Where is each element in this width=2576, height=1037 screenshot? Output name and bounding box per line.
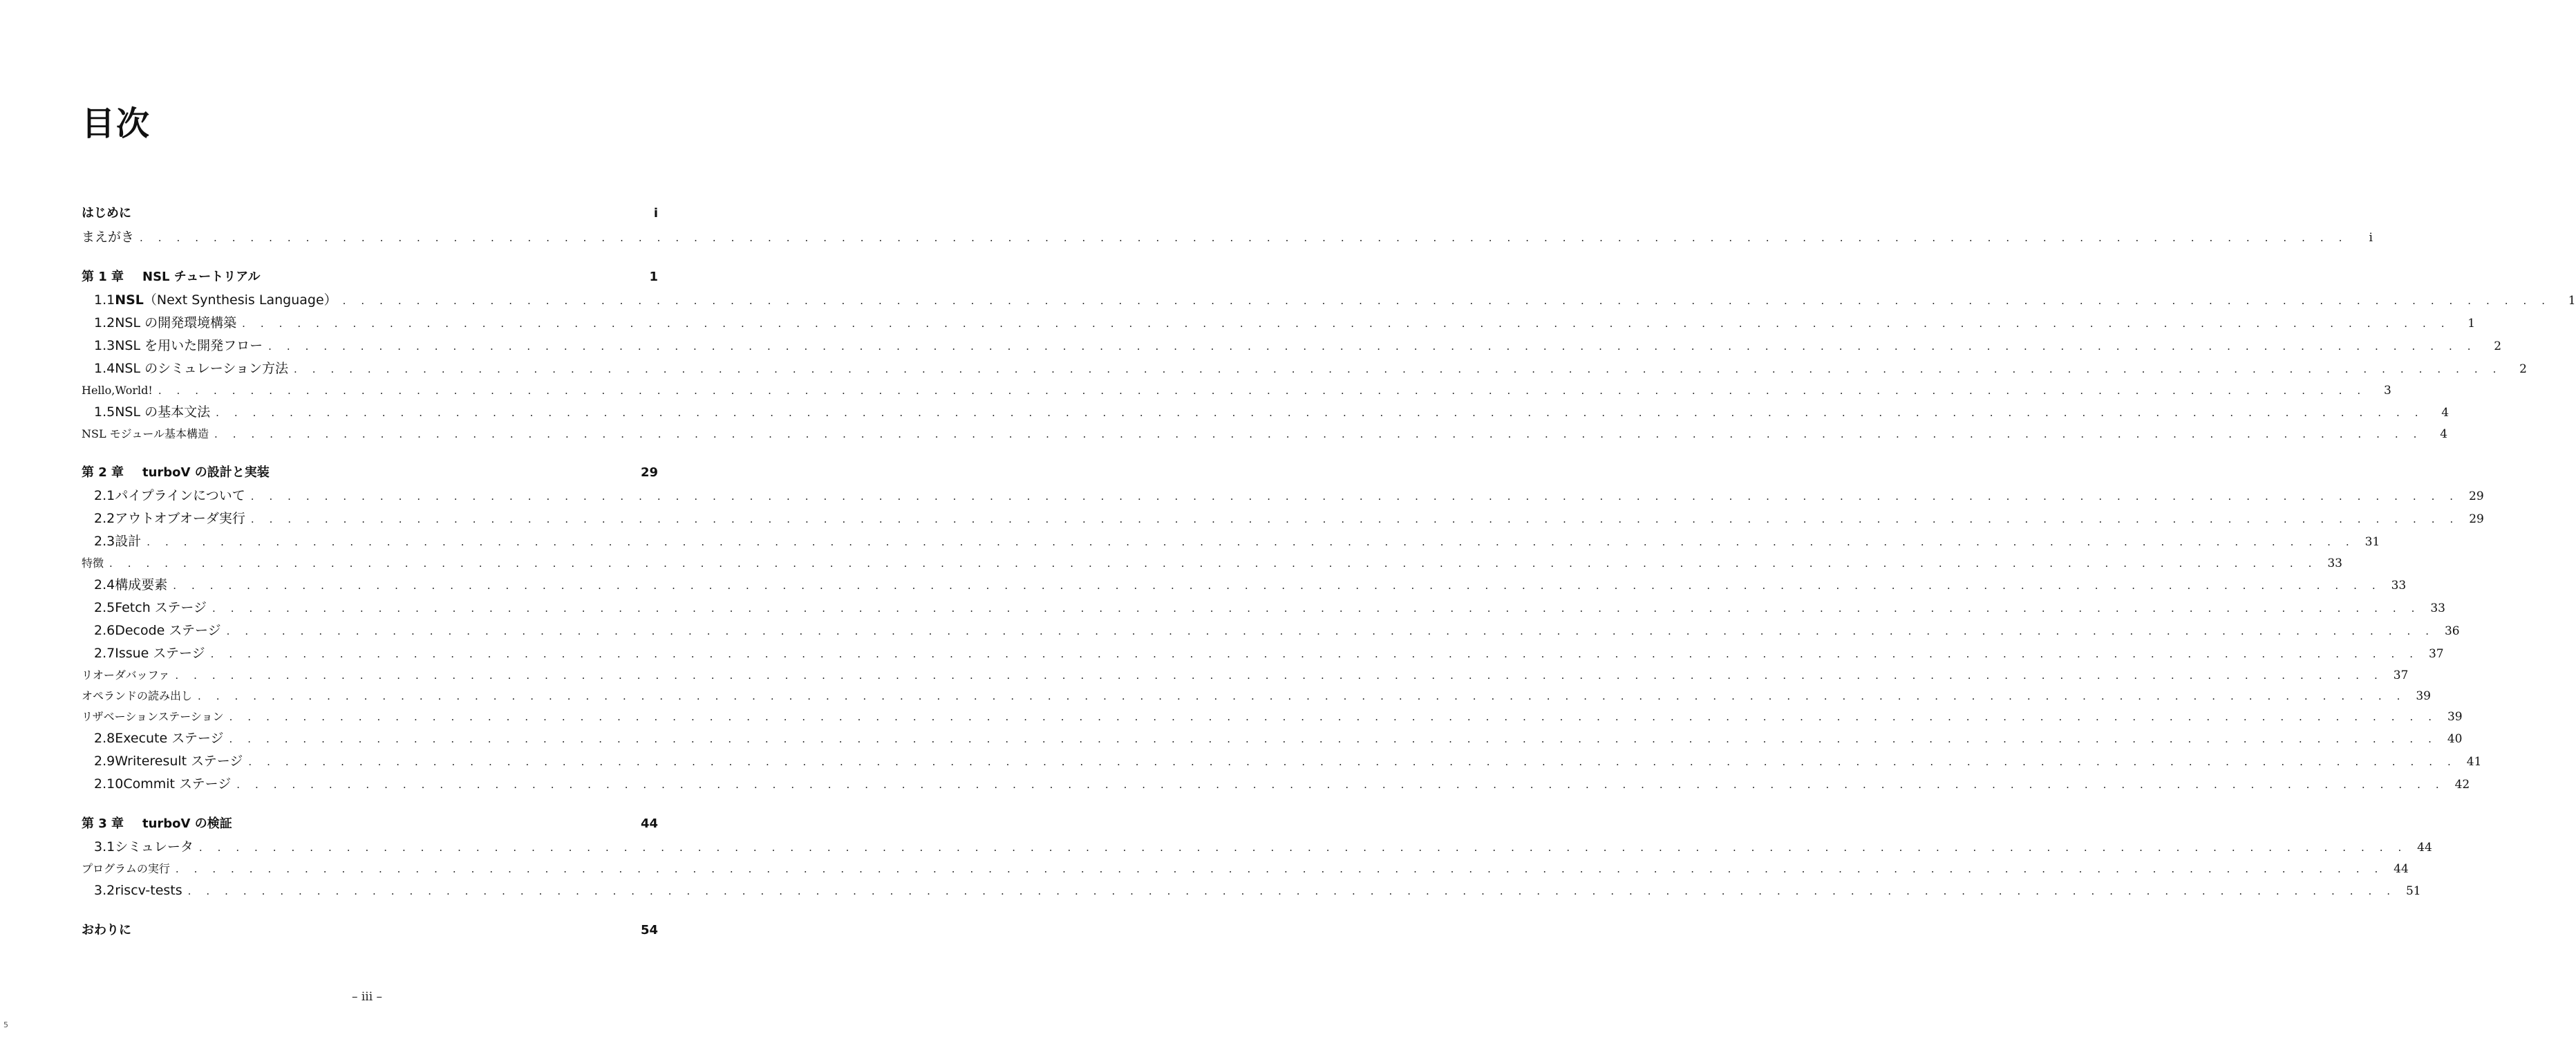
dot-leader: . . . . . . . . . . . . . . . . . . . . . . . . . . . . . . . . . . . . . . . . . . . . . . . . . . . . . . . . . . . . . . . . . . . . . . . . . . . . . . . . . . . . . . . . . . . . . . . . . . . . . . . . . . . . . . . . . . . . . . . . (210, 648, 2419, 660)
toc-page-number: 29 (640, 465, 658, 480)
section-title-text: 構成要素 (115, 577, 168, 592)
section-title-text: Writeresult ステージ (115, 754, 243, 769)
toc-chapter (82, 265, 2576, 445)
section-title-text: （Next Synthesis Language） (143, 292, 337, 308)
section-title (115, 530, 141, 553)
toc-section-row[interactable] (82, 750, 2482, 773)
toc-heading-title: おわりに (82, 923, 131, 937)
toc-section-row[interactable] (82, 642, 2444, 665)
toc-heading-title: はじめに (82, 206, 131, 221)
section-title-text: Decode ステージ (115, 623, 221, 638)
dot-leader: . . . . . . . . . . . . . . . . . . . . . . . . . . . . . . . . . . . . . . . . . . . . . . . . . . . . . . . . . . . . . . . . . . . . . . . . . . . . . . . . . . . . . . . . . . . . . . . . . . . . . . . . . . . . . . . . . . . . . . . . (198, 841, 2407, 854)
dot-leader: . . . . . . . . . . . . . . . . . . . . . . . . . . . . . . . . . . . . . . . . . . . . . . . . . . . . . . . . . . . . . . . . . . . . . . . . . . . . . . . . . . . . . . . . . . . . . . . . . . . . . . . . . . . . . . . . . . . . . . . . (175, 669, 2384, 682)
section-title (115, 836, 194, 859)
toc-page-number: 29 (2469, 489, 2484, 503)
toc-page-number: 44 (2417, 841, 2432, 854)
toc-section-row[interactable] (82, 773, 2470, 796)
toc-page-number: 40 (2447, 732, 2463, 746)
chapter-number: 第 1 章 (82, 270, 124, 284)
toc-page-number: 36 (2444, 624, 2460, 638)
toc-section-row[interactable] (82, 401, 2450, 424)
toc-page-number: 4 (2441, 406, 2450, 420)
dot-leader: . . . . . . . . . . . . . . . . . . . . . . . . . . . . . . . . . . . . . . . . . . . . . . . . . . . . . . . . . . . . . . . . . . . . . . . . . . . . . . . . . . . . . . . . . . . . . . . . . . . . . . . . . . . . . . . . . . . . . . . . (198, 690, 2406, 702)
dot-leader: . . . . . . . . . . . . . . . . . . . . . . . . . . . . . . . . . . . . . . . . . . . . . . . . . . . . . . . . . . . . . . . . . . . . . . . . . . . . . . . . . . . . . . . . . . . . . . . . . . . . . . . . . . . . . . . . . . . . . . . . (187, 885, 2396, 897)
section-title (115, 335, 263, 357)
toc-front-matter (82, 202, 2373, 249)
section-title-text: シミュレータ (115, 839, 194, 854)
section-title-text: NSL を用いた開発フロー (115, 338, 263, 353)
dot-leader: . . . . . . . . . . . . . . . . . . . . . . . . . . . . . . . . . . . . . . . . . . . . . . . . . . . . . . . . . . . . . . . . . . . . . . . . . . . . . . . . . . . . . . . . . . . . . . . . . . . . . . . . . . . . . . . . . . . . . . . . (268, 340, 2477, 353)
toc-page-number: 33 (2391, 579, 2407, 592)
toc-page-number: 3 (2383, 384, 2391, 398)
section-title-text: riscv-tests (115, 883, 182, 898)
section-title-text: NSL の開発環境構築 (115, 315, 237, 330)
dot-leader: . . . . . . . . . . . . . . . . . . . . . . . . . . . . . . . . . . . . . . . . . . . . . . . . . . . . . . . . . . . . . . . . . . . . . . . . . . . . . . . . . . . . . . . . . . . . . . . . . . . . . . . . . . . . . . . . . . . . . . . . (236, 778, 2445, 791)
toc-page-number: i (653, 206, 658, 221)
section-title-text: アウトオブオーダ実行 (115, 511, 245, 526)
toc-chapter (82, 461, 2484, 796)
toc-page-number: 2 (2519, 362, 2527, 376)
toc-page-number: 41 (2466, 755, 2482, 769)
toc-section-row[interactable] (82, 836, 2432, 859)
section-number: 2.4 (94, 577, 115, 592)
page-title: 目次 (82, 104, 151, 143)
section-title-text: NSL の基本文法 (115, 404, 211, 420)
dot-leader: . . . . . . . . . . . . . . . . . . . . . . . . . . . . . . . . . . . . . . . . . . . . . . . . . . . . . . . . . . . . . . . . . . . . . . . . . . . . . . . . . . . . . . . . . . . . . . . . . . . . . . . . . . . . . . . . . . . . . . . . (175, 863, 2384, 875)
toc-page-number: 1 (649, 270, 658, 284)
toc-section-row[interactable] (82, 879, 2421, 902)
subsection-title: リオーダバッファ (82, 669, 170, 682)
subsection-title: Hello,World! (82, 384, 153, 397)
section-title (123, 773, 231, 796)
section-title (115, 642, 205, 665)
section-title-text: パイプラインについて (115, 488, 245, 503)
dot-leader: . . . . . . . . . . . . . . . . . . . . . . . . . . . . . . . . . . . . . . . . . . . . . . . . . . . . . . . . . . . . . . . . . . . . . . . . . . . . . . . . . . . . . . . . . . . . . . . . . . . . . . . . . . . . . . . . . . . . . . . . (229, 711, 2438, 723)
toc-page-number: 31 (2365, 535, 2380, 549)
section-title (115, 485, 245, 507)
section-title-text: Fetch ステージ (115, 600, 207, 615)
toc-page-number: 44 (2394, 862, 2409, 876)
toc-page-number: 51 (2405, 884, 2421, 898)
dot-leader: . . . . . . . . . . . . . . . . . . . . . . . . . . . . . . . . . . . . . . . . . . . . . . . . . . . . . . . . . . . . . . . . . . . . . . . . . . . . . . . . . . . . . . . . . . . . . . . . . . . . . . . . . . . . . . . . . . . . . . . . (248, 756, 2457, 768)
page-footer: – iii – (351, 990, 383, 1004)
subsection-title: プログラムの実行 (82, 862, 170, 875)
section-number: 2.10 (94, 776, 124, 792)
section-title (115, 750, 243, 773)
section-number: 2.9 (94, 754, 115, 769)
toc-heading-row[interactable] (82, 919, 658, 942)
dot-leader: . . . . . . . . . . . . . . . . . . . . . . . . . . . . . . . . . . . . . . . . . . . . . . . . . . . . . . . . . . . . . . . . . . . . . . . . . . . . . . . . . . . . . . . . . . . . . . . . . . . . . . . . . . . . . . . . . . . . . . . . (293, 363, 2502, 375)
toc-subsection-row[interactable] (82, 665, 2409, 686)
corner-mark: 5 (3, 1020, 8, 1029)
toc-section-row[interactable] (82, 597, 2445, 619)
section-number: 2.1 (94, 488, 115, 503)
section-number: 2.2 (94, 511, 115, 526)
section-number: 1.4 (94, 361, 115, 376)
chapter-number: 第 3 章 (82, 816, 124, 831)
toc-chapter-row[interactable] (82, 265, 658, 289)
toc-section-row[interactable] (82, 335, 2502, 357)
dot-leader: . . . . . . . . . . . . . . . . . . . . . . . . . . . . . . . . . . . . . . . . . . . . . . . . . . . . . . . . . . . . . . . . . . . . . . . . . . . . . . . . . . . . . . . . . . . . . . . . . . . . . . . . . . . . . . . . . . . . . . . . (147, 536, 2356, 548)
section-title (115, 574, 167, 597)
section-number: 1.2 (94, 315, 115, 330)
toc-section-row[interactable] (82, 530, 2380, 553)
section-title (115, 727, 223, 750)
toc-page-number: 1 (2467, 317, 2476, 330)
toc-chapter (82, 812, 2432, 902)
dot-leader: . . . . . . . . . . . . . . . . . . . . . . . . . . . . . . . . . . . . . . . . . . . . . . . . . . . . . . . . . . . . . . . . . . . . . . . . . . . . . . . . . . . . . . . . . . . . . . . . . . . . . . . . . . . . . . . . . . . . . . . . (342, 295, 2551, 307)
toc-entry-title: まえがき (82, 230, 135, 245)
section-number: 2.8 (94, 731, 115, 746)
toc-chapter-row[interactable] (82, 461, 658, 485)
section-title-text: Issue ステージ (115, 646, 205, 661)
toc-section-row[interactable] (82, 727, 2463, 750)
dot-leader: . . . . . . . . . . . . . . . . . . . . . . . . . . . . . . . . . . . . . . . . . . . . . . . . . . . . . . . . . . . . . . . . . . . . . . . . . . . . . . . . . . . . . . . . . . . . . . . . . . . . . . . . . . . . . . . . . . . . . . . . (214, 428, 2423, 440)
dot-leader: . . . . . . . . . . . . . . . . . . . . . . . . . . . . . . . . . . . . . . . . . . . . . . . . . . . . . . . . . . . . . . . . . . . . . . . . . . . . . . . . . . . . . . . . . . . . . . . . . . . . . . . . . . . . . . . . . . . . . . . . (216, 407, 2425, 419)
section-number: 3.2 (94, 883, 115, 898)
section-title-text: NSL のシミュレーション方法 (115, 361, 288, 376)
dot-leader: . . . . . . . . . . . . . . . . . . . . . . . . . . . . . . . . . . . . . . . . . . . . . . . . . . . . . . . . . . . . . . . . . . . . . . . . . . . . . . . . . . . . . . . . . . . . . . . . . . . . . . . . . . . . . . . . . . . . . . . . (212, 602, 2420, 615)
toc-page-number: 4 (2440, 427, 2448, 441)
dot-leader: . . . . . . . . . . . . . . . . . . . . . . . . . . . . . . . . . . . . . . . . . . . . . . . . . . . . . . . . . . . . . . . . . . . . . . . . . . . . . . . . . . . . . . . . . . . . . . . . . . . . . . . . . . . . . . . . . . . . . . . . (173, 579, 2382, 592)
toc-page-number: 39 (2447, 710, 2463, 724)
section-title (115, 357, 288, 380)
section-title (115, 289, 337, 312)
toc-back-matter (82, 919, 658, 942)
section-number: 1.3 (94, 338, 115, 353)
subsection-title: リザベーションステーション (82, 710, 224, 723)
toc-section-row[interactable] (82, 574, 2407, 597)
dot-leader: . . . . . . . . . . . . . . . . . . . . . . . . . . . . . . . . . . . . . . . . . . . . . . . . . . . . . . . . . . . . . . . . . . . . . . . . . . . . . . . . . . . . . . . . . . . . . . . . . . . . . . . . . . . . . . . . . . . . . . . . (250, 490, 2459, 503)
section-title-text: Execute ステージ (115, 731, 224, 746)
dot-leader: . . . . . . . . . . . . . . . . . . . . . . . . . . . . . . . . . . . . . . . . . . . . . . . . . . . . . . . . . . . . . . . . . . . . . . . . . . . . . . . . . . . . . . . . . . . . . . . . . . . . . . . . . . . . . . . . . . . . . . . . (250, 513, 2459, 525)
toc-section-row[interactable] (82, 357, 2527, 380)
toc-subsection-row[interactable] (82, 707, 2463, 727)
section-title-text: 設計 (115, 534, 142, 549)
section-number: 2.7 (94, 646, 115, 661)
chapter-title: turboV の設計と実装 (142, 465, 270, 480)
dot-leader: . . . . . . . . . . . . . . . . . . . . . . . . . . . . . . . . . . . . . . . . . . . . . . . . . . . . . . . . . . . . . . . . . . . . . . . . . . . . . . . . . . . . . . . . . . . . . . . . . . . . . . . . . . . . . . . . . . . . . . . . (242, 317, 2451, 330)
toc-subsection-row[interactable] (82, 859, 2409, 879)
toc-page-number: 42 (2454, 778, 2470, 792)
subsection-title: 特徴 (82, 557, 104, 570)
section-title (115, 507, 245, 530)
toc-section-row[interactable] (82, 312, 2476, 335)
toc-page-number: i (2369, 231, 2373, 245)
dot-leader: . . . . . . . . . . . . . . . . . . . . . . . . . . . . . . . . . . . . . . . . . . . . . . . . . . . . . . . . . . . . . . . . . . . . . . . . . . . . . . . . . . . . . . . . . . . . . . . . . . . . . . . . . . . . . . . . . . . . . . . . (140, 232, 2348, 244)
dot-leader: . . . . . . . . . . . . . . . . . . . . . . . . . . . . . . . . . . . . . . . . . . . . . . . . . . . . . . . . . . . . . . . . . . . . . . . . . . . . . . . . . . . . . . . . . . . . . . . . . . . . . . . . . . . . . . . . . . . . . . . . (109, 557, 2318, 570)
toc-page-number: 37 (2428, 647, 2444, 661)
section-title (115, 401, 210, 424)
toc-page-number: 39 (2416, 689, 2431, 703)
section-title-bold: NSL (115, 292, 144, 308)
toc-subsection-row[interactable] (82, 424, 2448, 445)
toc-page-number: 33 (2430, 601, 2445, 615)
section-title (115, 312, 236, 335)
toc-entry-row[interactable] (82, 225, 2373, 249)
toc-chapter-row[interactable] (82, 812, 658, 836)
section-title-text: Commit ステージ (123, 776, 232, 792)
toc-section-row[interactable] (82, 507, 2484, 530)
chapter-title: NSL チュートリアル (142, 270, 261, 284)
section-number: 1.5 (94, 404, 115, 420)
table-of-contents (82, 202, 2576, 959)
subsection-title: オペランドの読み出し (82, 689, 193, 702)
chapter-number: 第 2 章 (82, 465, 124, 480)
section-number: 2.5 (94, 600, 115, 615)
toc-page-number: 54 (640, 923, 658, 937)
dot-leader: . . . . . . . . . . . . . . . . . . . . . . . . . . . . . . . . . . . . . . . . . . . . . . . . . . . . . . . . . . . . . . . . . . . . . . . . . . . . . . . . . . . . . . . . . . . . . . . . . . . . . . . . . . . . . . . . . . . . . . . . (158, 384, 2367, 397)
toc-section-row[interactable] (82, 289, 2576, 312)
toc-page-number: 37 (2393, 669, 2409, 682)
toc-page-number: 2 (2494, 339, 2502, 353)
toc-page-number: 44 (640, 816, 658, 831)
section-title (115, 879, 182, 902)
dot-leader: . . . . . . . . . . . . . . . . . . . . . . . . . . . . . . . . . . . . . . . . . . . . . . . . . . . . . . . . . . . . . . . . . . . . . . . . . . . . . . . . . . . . . . . . . . . . . . . . . . . . . . . . . . . . . . . . . . . . . . . . (226, 625, 2435, 637)
section-number: 2.3 (94, 534, 115, 549)
toc-heading-row[interactable] (82, 202, 658, 225)
section-title (115, 597, 207, 619)
toc-subsection-row[interactable] (82, 380, 2391, 401)
section-number: 1.1 (94, 292, 115, 308)
dot-leader: . . . . . . . . . . . . . . . . . . . . . . . . . . . . . . . . . . . . . . . . . . . . . . . . . . . . . . . . . . . . . . . . . . . . . . . . . . . . . . . . . . . . . . . . . . . . . . . . . . . . . . . . . . . . . . . . . . . . . . . . (229, 733, 2438, 745)
toc-page-number: 33 (2327, 557, 2342, 570)
toc-subsection-row[interactable] (82, 686, 2431, 707)
toc-subsection-row[interactable] (82, 553, 2342, 574)
subsection-title: NSL モジュール基本構造 (82, 427, 209, 440)
chapter-title: turboV の検証 (142, 816, 232, 831)
toc-page-number: 1 (2568, 294, 2576, 308)
section-number: 2.6 (94, 623, 115, 638)
toc-page-number: 29 (2469, 512, 2484, 526)
section-number: 3.1 (94, 839, 115, 854)
toc-section-row[interactable] (82, 619, 2460, 642)
toc-section-row[interactable] (82, 485, 2484, 507)
section-title (115, 619, 220, 642)
